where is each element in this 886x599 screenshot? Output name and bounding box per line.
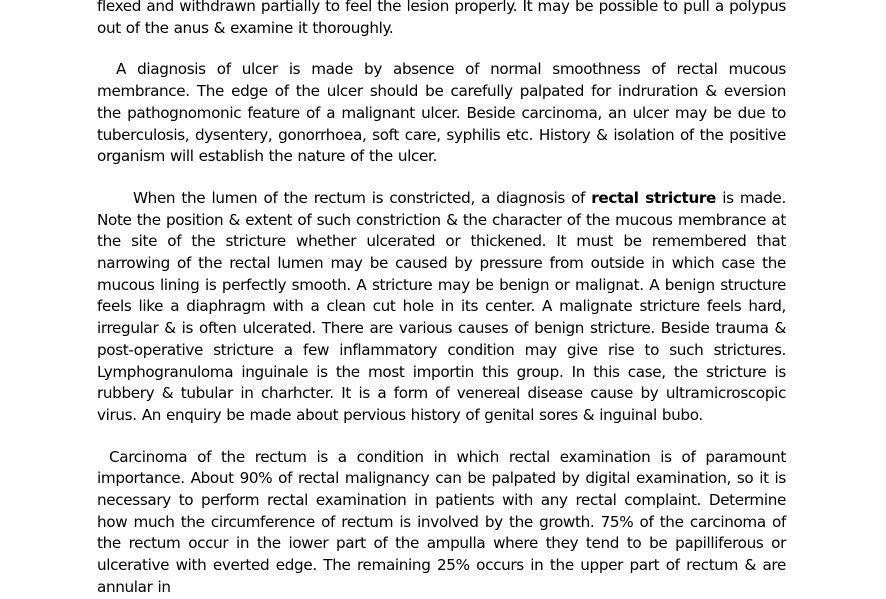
paragraph-gap bbox=[97, 427, 786, 447]
paragraph-gap bbox=[97, 39, 786, 59]
stricture-body-text: is made. Note the position & extent of such constriction & the character of the mucous membrance at the site of the stricture whether ulcerated or thickened. It must be remembered that narrowing of the rectal lumen may be caused by pressure from outside in which case the mucous lining is perfectly smooth. A stricture may be benign or malignat. A benign structure feels like a diaphragm with a clean cut hole in its center. A malignate stricture feels hard, irregular & is often ulcerated. There are various causes of benign stricture. Beside trauma & post-operative stricture a few inflammatory condition may give rise to such strictures. Lymphogranuloma inguinale is the most importin this group. In this case, the stricture is rubbery & tubular in charhcter. It is a form of venereal disease cause by ultramicroscopic virus. An enquiry be made about pervious history of genital sores & inguinal bubo. bbox=[97, 188, 786, 424]
rectal-stricture-term: rectal stricture bbox=[591, 188, 717, 207]
paragraph-polypus: flexed and withdrawn partially to feel the lesion properly. It may be possible to pull a polypus out of the anus & examine it thoroughly. bbox=[97, 0, 786, 37]
paragraph-carcinoma: Carcinoma of the rectum is a condition in which rectal examination is of paramount importance. About 90% of rectal malignancy can be palpated by digital examination, so it is necessary to perform rectal examination in patients with any rectal complaint. Determine how much the circumference of rectum is involved by the growth. 75% of the carcinoma of the rectum occur in the iower part of the ampulla where they tend to be papilliferous or ulcerative with everted edge. The remaining 25% occurs in the upper part of rectum & are annular in bbox=[97, 447, 786, 596]
paragraph-ulcer: A diagnosis of ulcer is made by absence of normal smoothness of rectal mucous membrance. The edge of the ulcer should be carefully palpated for indruration & eversion the pathognomonic feature of a malignant ulcer. Beside carcinoma, an ulcer may be due to tuberculosis, dysentery, gonorrhoea, soft care, syphilis etc. History & isolation of the positive organism will establish the nature of the ulcer. bbox=[97, 60, 786, 166]
paragraph-rectal-stricture bbox=[97, 188, 786, 427]
paragraph-gap bbox=[97, 168, 786, 188]
document-page bbox=[97, 0, 786, 599]
stricture-intro-text: When the lumen of the rectum is constricted, a diagnosis of bbox=[133, 188, 592, 207]
